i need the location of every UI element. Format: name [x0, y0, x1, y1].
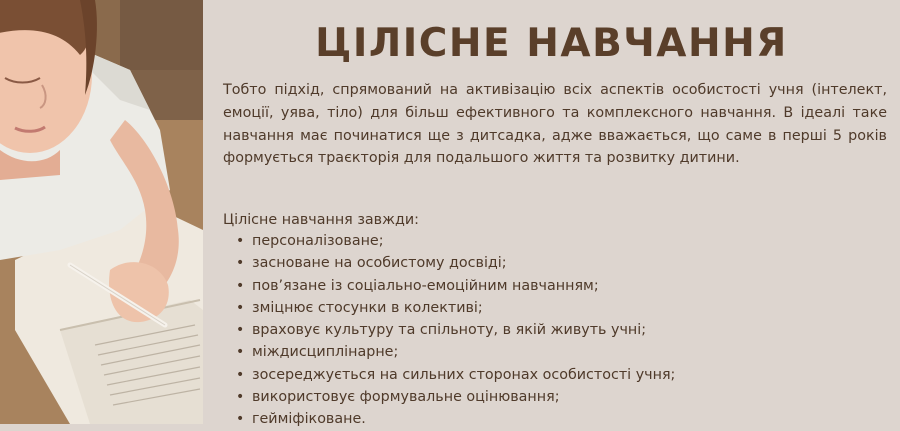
list-item	[223, 230, 675, 252]
bullet-icon: •	[236, 366, 245, 383]
list-item-text: гейміфіковане.	[252, 411, 366, 428]
bullet-icon: •	[236, 299, 245, 316]
bullet-icon: •	[236, 233, 245, 249]
list-item-text: зосереджується на сильних сторонах особистості учня;	[252, 366, 676, 383]
list-item-text: враховує культуру та спільноту, в якій живуть учні;	[252, 322, 647, 339]
list-item	[223, 364, 675, 386]
list-item-text: засноване на особистому досвіді;	[252, 255, 507, 272]
bullet-icon: •	[236, 344, 245, 361]
bullet-icon: •	[236, 411, 245, 428]
bullet-icon: •	[236, 322, 245, 339]
bullet-icon: •	[236, 389, 245, 406]
features-list	[223, 230, 675, 431]
student-reading-photo	[0, 0, 203, 424]
list-item	[223, 297, 675, 319]
list-item-text: персоналізоване;	[252, 233, 384, 249]
page-title: ЦІЛІСНЕ НАВЧАННЯ	[315, 21, 788, 66]
intro-paragraph: Тобто підхід, спрямований на активізацію всіх аспектів особистості учня (інтелект, емоції, уява, тіло) для більш ефективного та комплексного навчання. В ідеалі таке навчання має починатися ще з дитсадка, адже вважається, що саме в перші 5 років формується траєкторія для подальшого життя та розвитку дитини.	[223, 82, 887, 167]
list-item	[223, 252, 675, 274]
list-item	[223, 408, 675, 430]
list-item	[223, 341, 675, 363]
list-item	[223, 275, 675, 297]
list-item	[223, 386, 675, 408]
list-heading: Цілісне навчання завжди:	[223, 212, 419, 228]
bullet-icon: •	[236, 277, 245, 294]
content-panel	[203, 0, 900, 428]
bullet-icon: •	[236, 255, 245, 272]
list-item-text: зміцнює стосунки в колективі;	[252, 299, 483, 316]
list-item	[223, 319, 675, 341]
list-item-text: використовує формувальне оцінювання;	[252, 389, 560, 406]
list-item-text: пов’язане із соціально-емоційним навчанням;	[252, 277, 599, 294]
list-item-text: міждисциплінарне;	[252, 344, 399, 361]
